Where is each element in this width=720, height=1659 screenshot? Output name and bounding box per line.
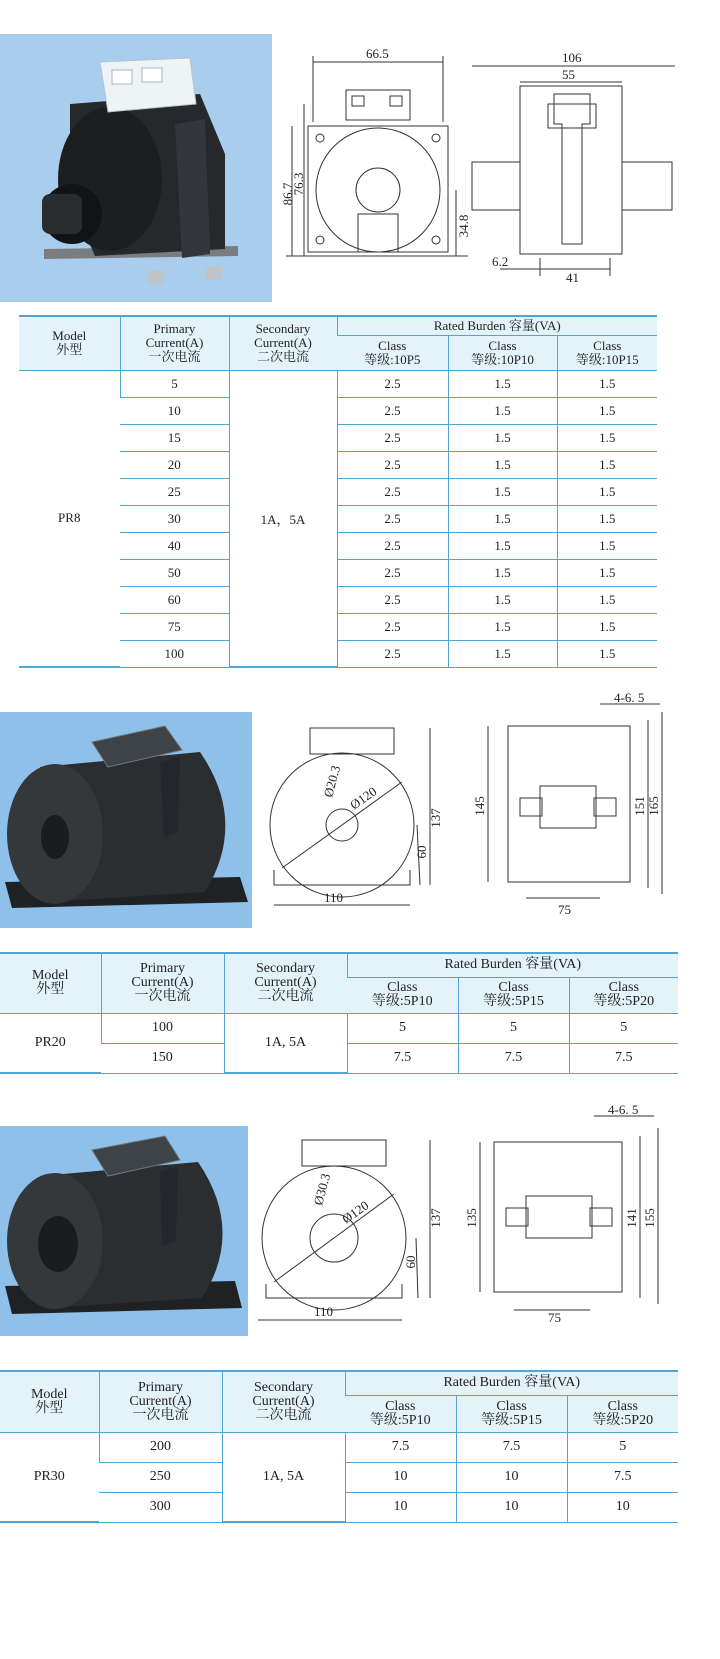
table-cell: 2.5 <box>337 559 448 586</box>
pr30-header-class-3: Class 等级:5P20 <box>567 1395 678 1432</box>
table-cell: 2.5 <box>337 397 448 424</box>
pr30-header-class-2: Class 等级:5P15 <box>456 1395 567 1432</box>
pr8-header-model <box>19 316 120 370</box>
table-cell: 7.5 <box>345 1432 456 1462</box>
pr20-secondary-cell: 1A, 5A <box>224 1013 347 1073</box>
pr20-dim-side-height-b: 151 <box>632 796 647 816</box>
pr20-header-rated-burden: Rated Burden 容量(VA) <box>347 953 678 977</box>
table-cell: 1.5 <box>448 424 557 451</box>
table-cell: 200 <box>99 1432 222 1462</box>
table-cell: 1.5 <box>557 613 657 640</box>
pr8-spec-table <box>19 315 657 668</box>
table-cell: 2.5 <box>337 478 448 505</box>
pr30-dim-side-height-a: 135 <box>464 1208 479 1228</box>
primary-cn: 一次电流 <box>148 349 201 365</box>
table-cell: 5 <box>569 1013 678 1043</box>
table-cell: 7.5 <box>567 1462 678 1492</box>
pr8-dim-side-foot-offset: 6.2 <box>492 254 509 269</box>
table-cell: 75 <box>120 613 229 640</box>
table-cell: 2.5 <box>337 451 448 478</box>
table-cell: 1.5 <box>448 478 557 505</box>
table-cell: 1.5 <box>448 586 557 613</box>
pr20-front-drawing <box>262 720 462 930</box>
pr20-header-model: Model 外型 <box>0 953 101 1013</box>
pr20-header-secondary: Secondary Current(A) 二次电流 <box>224 953 347 1013</box>
table-cell: 10 <box>345 1462 456 1492</box>
table-cell: 1.5 <box>557 451 657 478</box>
pr8-header-rated-burden: Rated Burden 容量(VA) <box>337 316 657 335</box>
table-cell: 7.5 <box>569 1043 678 1073</box>
table-cell: 7.5 <box>456 1432 567 1462</box>
table-cell: 30 <box>120 505 229 532</box>
pr8-dim-front-width: 66.5 <box>366 46 389 61</box>
pr20-model-cell: PR20 <box>0 1013 101 1073</box>
pr20-header-primary: Primary Current(A) 一次电流 <box>101 953 224 1013</box>
table-cell: 2.5 <box>337 370 448 397</box>
table-cell: 7.5 <box>347 1043 458 1073</box>
table-cell: 150 <box>101 1043 224 1073</box>
table-cell: 40 <box>120 532 229 559</box>
table-cell: 1.5 <box>557 532 657 559</box>
table-cell: 1.5 <box>448 613 557 640</box>
pr30-header-class-1: Class 等级:5P10 <box>345 1395 456 1432</box>
pr20-dim-slot: 4-6. 5 <box>614 690 645 705</box>
pr30-dim-side-height-b: 141 <box>624 1208 639 1228</box>
table-cell: 1.5 <box>557 478 657 505</box>
pr8-side-drawing <box>470 44 680 284</box>
pr8-product-photo <box>0 34 272 302</box>
pr8-dim-side-base: 41 <box>566 270 579 285</box>
table-cell: 5 <box>567 1432 678 1462</box>
pr20-dim-outer-dia: Ø120 <box>347 783 380 813</box>
pr30-model-cell: PR30 <box>0 1432 99 1522</box>
pr8-header-secondary <box>229 316 337 370</box>
pr8-model-cell: PR8 <box>19 370 120 667</box>
table-cell: 1.5 <box>448 505 557 532</box>
pr20-dim-base-width: 110 <box>324 890 344 905</box>
table-cell: 60 <box>120 586 229 613</box>
table-cell: 100 <box>120 640 229 667</box>
table-cell: 2.5 <box>337 424 448 451</box>
table-cell: 10 <box>456 1492 567 1522</box>
model-cn: 外型 <box>56 342 83 358</box>
table-cell: 1.5 <box>448 370 557 397</box>
pr20-dim-side-height-c: 165 <box>646 796 661 816</box>
table-cell: 300 <box>99 1492 222 1522</box>
pr20-spec-table <box>0 952 678 1074</box>
pr20-dim-center-height: 60 <box>414 845 429 859</box>
table-cell: 1.5 <box>448 451 557 478</box>
table-cell: 10 <box>456 1462 567 1492</box>
table-cell: 20 <box>120 451 229 478</box>
pr30-dim-side-height-c: 155 <box>642 1208 657 1228</box>
table-cell: 250 <box>99 1462 222 1492</box>
pr8-dim-front-inner-height: 76.3 <box>291 172 306 196</box>
pr8-dim-front-height: 86.7 <box>280 182 295 206</box>
table-cell: 5 <box>347 1013 458 1043</box>
pr20-header-class-1: Class 等级:5P10 <box>347 977 458 1013</box>
secondary-en2: Current(A) <box>254 335 312 351</box>
pr8-header-class-1: Class 等级:10P5 <box>337 335 448 370</box>
pr30-header-primary: Primary Current(A) 一次电流 <box>99 1371 222 1432</box>
table-cell: 10 <box>567 1492 678 1522</box>
table-cell: 1.5 <box>557 370 657 397</box>
pr30-dim-base-width: 110 <box>314 1304 334 1319</box>
pr8-front-drawing <box>278 44 478 274</box>
table-cell: 100 <box>101 1013 224 1043</box>
pr20-dim-hole-dia: Ø20.3 <box>320 763 344 799</box>
table-cell: 2.5 <box>337 613 448 640</box>
table-cell: 10 <box>345 1492 456 1522</box>
primary-en1: Primary <box>153 321 196 337</box>
table-cell: 1.5 <box>557 559 657 586</box>
table-cell: 1.5 <box>557 640 657 667</box>
table-cell: 1.5 <box>557 505 657 532</box>
table-cell: 5 <box>458 1013 569 1043</box>
pr30-header-rated-burden: Rated Burden 容量(VA) <box>345 1371 678 1395</box>
table-cell: 2.5 <box>337 532 448 559</box>
pr30-dim-height: 137 <box>428 1208 443 1228</box>
pr30-dim-outer-dia: Ø120 <box>339 1197 372 1227</box>
pr30-side-drawing <box>464 1100 680 1336</box>
pr20-dim-height: 137 <box>428 808 443 828</box>
pr30-dim-center-height: 60 <box>403 1255 418 1269</box>
table-cell: 50 <box>120 559 229 586</box>
pr30-header-secondary: Secondary Current(A) 二次电流 <box>222 1371 345 1432</box>
primary-en2: Current(A) <box>145 335 204 351</box>
table-cell: 15 <box>120 424 229 451</box>
pr8-dim-front-center-height: 34.8 <box>456 214 471 238</box>
pr20-product-photo <box>0 712 252 928</box>
table-cell: 1.5 <box>448 532 557 559</box>
pr30-dim-side-base: 75 <box>548 1310 561 1325</box>
table-cell: 10 <box>120 397 229 424</box>
table-cell: 2.5 <box>337 505 448 532</box>
table-cell: 2.5 <box>337 586 448 613</box>
pr30-product-photo <box>0 1126 248 1336</box>
pr20-dim-side-base: 75 <box>558 902 571 917</box>
pr30-dim-hole-dia: Ø30.3 <box>310 1171 334 1207</box>
table-cell: 1.5 <box>448 640 557 667</box>
pr8-header-primary <box>120 316 229 370</box>
pr30-spec-table <box>0 1370 678 1523</box>
pr30-dim-slot: 4-6. 5 <box>608 1102 639 1117</box>
pr8-dim-side-inner-width: 55 <box>562 67 575 82</box>
table-cell: 2.5 <box>337 640 448 667</box>
pr8-secondary-cell: 1A，5A <box>229 370 337 667</box>
pr20-dim-side-height-a: 145 <box>472 796 487 816</box>
table-cell: 5 <box>120 370 229 397</box>
pr8-dim-side-width: 106 <box>562 50 582 65</box>
table-cell: 7.5 <box>458 1043 569 1073</box>
pr30-secondary-cell: 1A, 5A <box>222 1432 345 1522</box>
pr30-header-model: Model 外型 <box>0 1371 99 1432</box>
pr20-side-drawing <box>470 690 680 926</box>
pr8-header-class-2: Class 等级:10P10 <box>448 335 557 370</box>
model-en: Model <box>52 328 87 344</box>
table-cell: 1.5 <box>557 424 657 451</box>
table-cell: 1.5 <box>448 397 557 424</box>
secondary-en1: Secondary <box>255 321 311 337</box>
table-cell: 1.5 <box>557 397 657 424</box>
pr20-header-class-3: Class 等级:5P20 <box>569 977 678 1013</box>
table-cell: 1.5 <box>448 559 557 586</box>
pr20-header-class-2: Class 等级:5P15 <box>458 977 569 1013</box>
table-cell: 25 <box>120 478 229 505</box>
table-cell: 1.5 <box>557 586 657 613</box>
secondary-cn: 二次电流 <box>256 349 309 365</box>
pr8-header-class-3: Class 等级:10P15 <box>557 335 657 370</box>
pr30-front-drawing <box>250 1134 455 1344</box>
